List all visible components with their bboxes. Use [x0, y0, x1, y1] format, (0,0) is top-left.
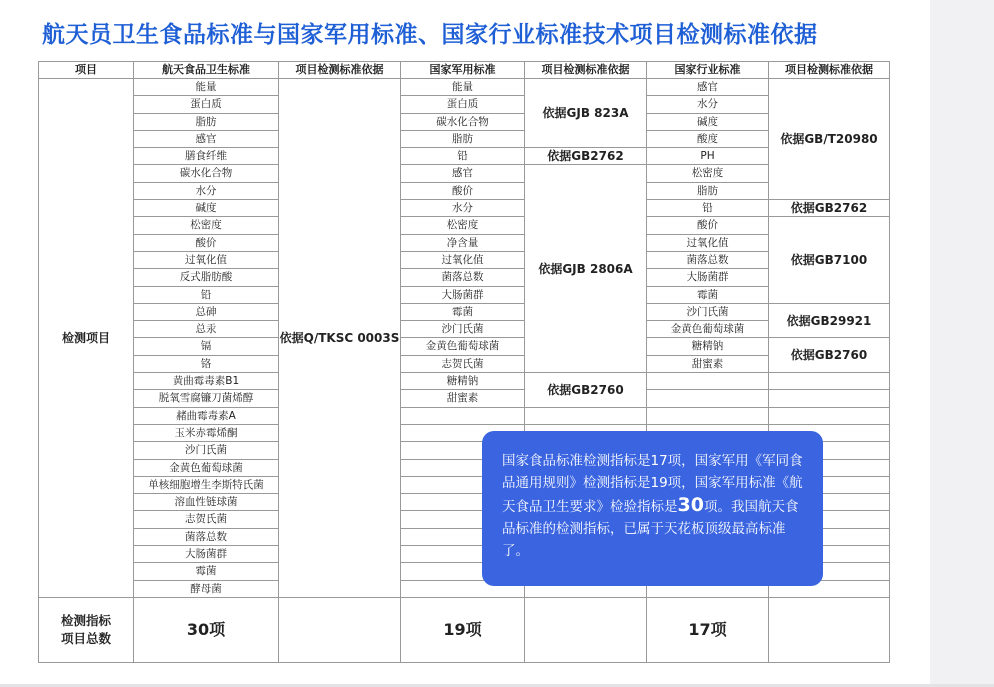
- empty-cell: [525, 597, 647, 662]
- industry-item: 酸价: [647, 217, 769, 234]
- military-item: 志贺氏菌: [401, 355, 525, 372]
- total-label: [39, 597, 134, 662]
- empty-cell: [279, 597, 401, 662]
- military-item: 净含量: [401, 234, 525, 251]
- industry-basis: 依据GB2760: [769, 338, 890, 373]
- table-row: [39, 269, 890, 286]
- space-item: 反式脂肪酸: [134, 269, 279, 286]
- industry-item: 金黄色葡萄球菌: [647, 321, 769, 338]
- table-row: [39, 338, 890, 355]
- industry-item: 过氧化值: [647, 234, 769, 251]
- military-item: 金黄色葡萄球菌: [401, 338, 525, 355]
- industry-item: 松密度: [647, 165, 769, 182]
- table-row: [39, 373, 890, 390]
- military-item: 大肠菌群: [401, 286, 525, 303]
- table-row: [39, 286, 890, 303]
- industry-item: 沙门氏菌: [647, 303, 769, 320]
- industry-item: 大肠菌群: [647, 269, 769, 286]
- space-basis: 依据Q/TKSC 0003S: [279, 79, 401, 598]
- space-item: 感官: [134, 130, 279, 147]
- military-item: 松密度: [401, 217, 525, 234]
- military-item: 菌落总数: [401, 269, 525, 286]
- space-item: 大肠菌群: [134, 546, 279, 563]
- space-item: 黄曲霉毒素B1: [134, 373, 279, 390]
- space-item: 总砷: [134, 303, 279, 320]
- industry-item: 甜蜜素: [647, 355, 769, 372]
- industry-item: PH: [647, 148, 769, 165]
- header-industry-basis: 项目检测标准依据: [769, 62, 890, 79]
- space-item: 赭曲霉毒素A: [134, 407, 279, 424]
- space-item: 酸价: [134, 234, 279, 251]
- table-row: [39, 182, 890, 199]
- space-item: 酵母菌: [134, 580, 279, 597]
- space-item: 金黄色葡萄球菌: [134, 459, 279, 476]
- military-item: 能量: [401, 79, 525, 96]
- callout-number: 30: [677, 494, 704, 516]
- military-item: [401, 407, 525, 424]
- empty-cell: [769, 597, 890, 662]
- summary-callout: [482, 431, 823, 586]
- callout-text-2: 项。我国航天食品标准的检测指标，已属于天花板顶级最高标准了。: [502, 499, 799, 559]
- total-label-line-1: 检测指标: [60, 612, 111, 628]
- header-military-standard: 国家军用标准: [401, 62, 525, 79]
- space-item: 松密度: [134, 217, 279, 234]
- table-header-row: [39, 62, 890, 79]
- table-row: [39, 407, 890, 424]
- total-label-line-2: 项目总数: [60, 630, 111, 646]
- space-item: 碱度: [134, 200, 279, 217]
- military-item: 蛋白质: [401, 96, 525, 113]
- table-row: [39, 200, 890, 217]
- table-row: [39, 165, 890, 182]
- space-item: 单核细胞增生李斯特氏菌: [134, 476, 279, 493]
- space-item: 能量: [134, 79, 279, 96]
- space-item: 志贺氏菌: [134, 511, 279, 528]
- table-row: [39, 390, 890, 407]
- space-item: 水分: [134, 182, 279, 199]
- industry-item: 糖精钠: [647, 338, 769, 355]
- industry-item: 感官: [647, 79, 769, 96]
- table-row: [39, 148, 890, 165]
- total-row: [39, 597, 890, 662]
- space-item: 沙门氏菌: [134, 442, 279, 459]
- header-industry-standard: 国家行业标准: [647, 62, 769, 79]
- space-item: 镉: [134, 338, 279, 355]
- industry-basis: 依据GB2762: [769, 200, 890, 217]
- industry-basis: 依据GB7100: [769, 217, 890, 303]
- military-item: 碳水化合物: [401, 113, 525, 130]
- space-item: 膳食纤维: [134, 148, 279, 165]
- industry-item: 铅: [647, 200, 769, 217]
- military-item: 酸价: [401, 182, 525, 199]
- side-panel: [930, 0, 994, 687]
- table-row: [39, 217, 890, 234]
- table-row: [39, 130, 890, 147]
- space-item: 霉菌: [134, 563, 279, 580]
- industry-item: [647, 373, 769, 390]
- page-title: 航天员卫生食品标准与国家军用标准、国家行业标准技术项目检测标准依据: [42, 22, 818, 48]
- space-item: 玉米赤霉烯酮: [134, 424, 279, 441]
- table-row: [39, 96, 890, 113]
- military-item: 糖精钠: [401, 373, 525, 390]
- industry-item: 酸度: [647, 130, 769, 147]
- industry-basis: 依据GB29921: [769, 303, 890, 338]
- row-label: 检测项目: [39, 79, 134, 598]
- space-item: 蛋白质: [134, 96, 279, 113]
- industry-item: 霉菌: [647, 286, 769, 303]
- military-item: 霉菌: [401, 303, 525, 320]
- table-row: [39, 355, 890, 372]
- space-item: 溶血性链球菌: [134, 494, 279, 511]
- industry-item: 菌落总数: [647, 251, 769, 268]
- callout-text-1: 国家食品标准检测指标是17项，国家军用《军同食品通用规则》检测指标是19项，国家军用标准《航天食品卫生要求》检验指标是: [502, 453, 803, 515]
- header-project: 项目: [39, 62, 134, 79]
- table-row: [39, 251, 890, 268]
- industry-item: [647, 407, 769, 424]
- military-total: 19项: [401, 597, 525, 662]
- industry-item: [647, 390, 769, 407]
- empty-cell: [769, 373, 890, 390]
- industry-item: 碱度: [647, 113, 769, 130]
- table-row: [39, 321, 890, 338]
- military-basis: 依据GJB 823A: [525, 79, 647, 148]
- space-item: 脱氧雪腐镰刀菌烯醇: [134, 390, 279, 407]
- military-item: 沙门氏菌: [401, 321, 525, 338]
- table-row: [39, 234, 890, 251]
- header-space-standard: 航天食品卫生标准: [134, 62, 279, 79]
- industry-total: 17项: [647, 597, 769, 662]
- space-item: 碳水化合物: [134, 165, 279, 182]
- military-item: 水分: [401, 200, 525, 217]
- space-item: 铅: [134, 286, 279, 303]
- table-row: [39, 79, 890, 96]
- space-item: 铬: [134, 355, 279, 372]
- military-item: 过氧化值: [401, 251, 525, 268]
- space-item: 总汞: [134, 321, 279, 338]
- empty-cell: [525, 407, 647, 424]
- industry-item: 水分: [647, 96, 769, 113]
- table-row: [39, 113, 890, 130]
- military-basis: 依据GB2762: [525, 148, 647, 165]
- header-space-basis: 项目检测标准依据: [279, 62, 401, 79]
- military-basis: 依据GB2760: [525, 373, 647, 408]
- empty-cell: [769, 407, 890, 424]
- military-item: 脂肪: [401, 130, 525, 147]
- military-basis: 依据GJB 2806A: [525, 165, 647, 373]
- space-item: 脂肪: [134, 113, 279, 130]
- space-total: 30项: [134, 597, 279, 662]
- military-item: 感官: [401, 165, 525, 182]
- industry-basis: 依据GB/T20980: [769, 79, 890, 200]
- empty-cell: [769, 390, 890, 407]
- space-item: 菌落总数: [134, 528, 279, 545]
- industry-item: 脂肪: [647, 182, 769, 199]
- military-item: 甜蜜素: [401, 390, 525, 407]
- table-row: [39, 303, 890, 320]
- military-item: 铅: [401, 148, 525, 165]
- space-item: 过氧化值: [134, 251, 279, 268]
- header-military-basis: 项目检测标准依据: [525, 62, 647, 79]
